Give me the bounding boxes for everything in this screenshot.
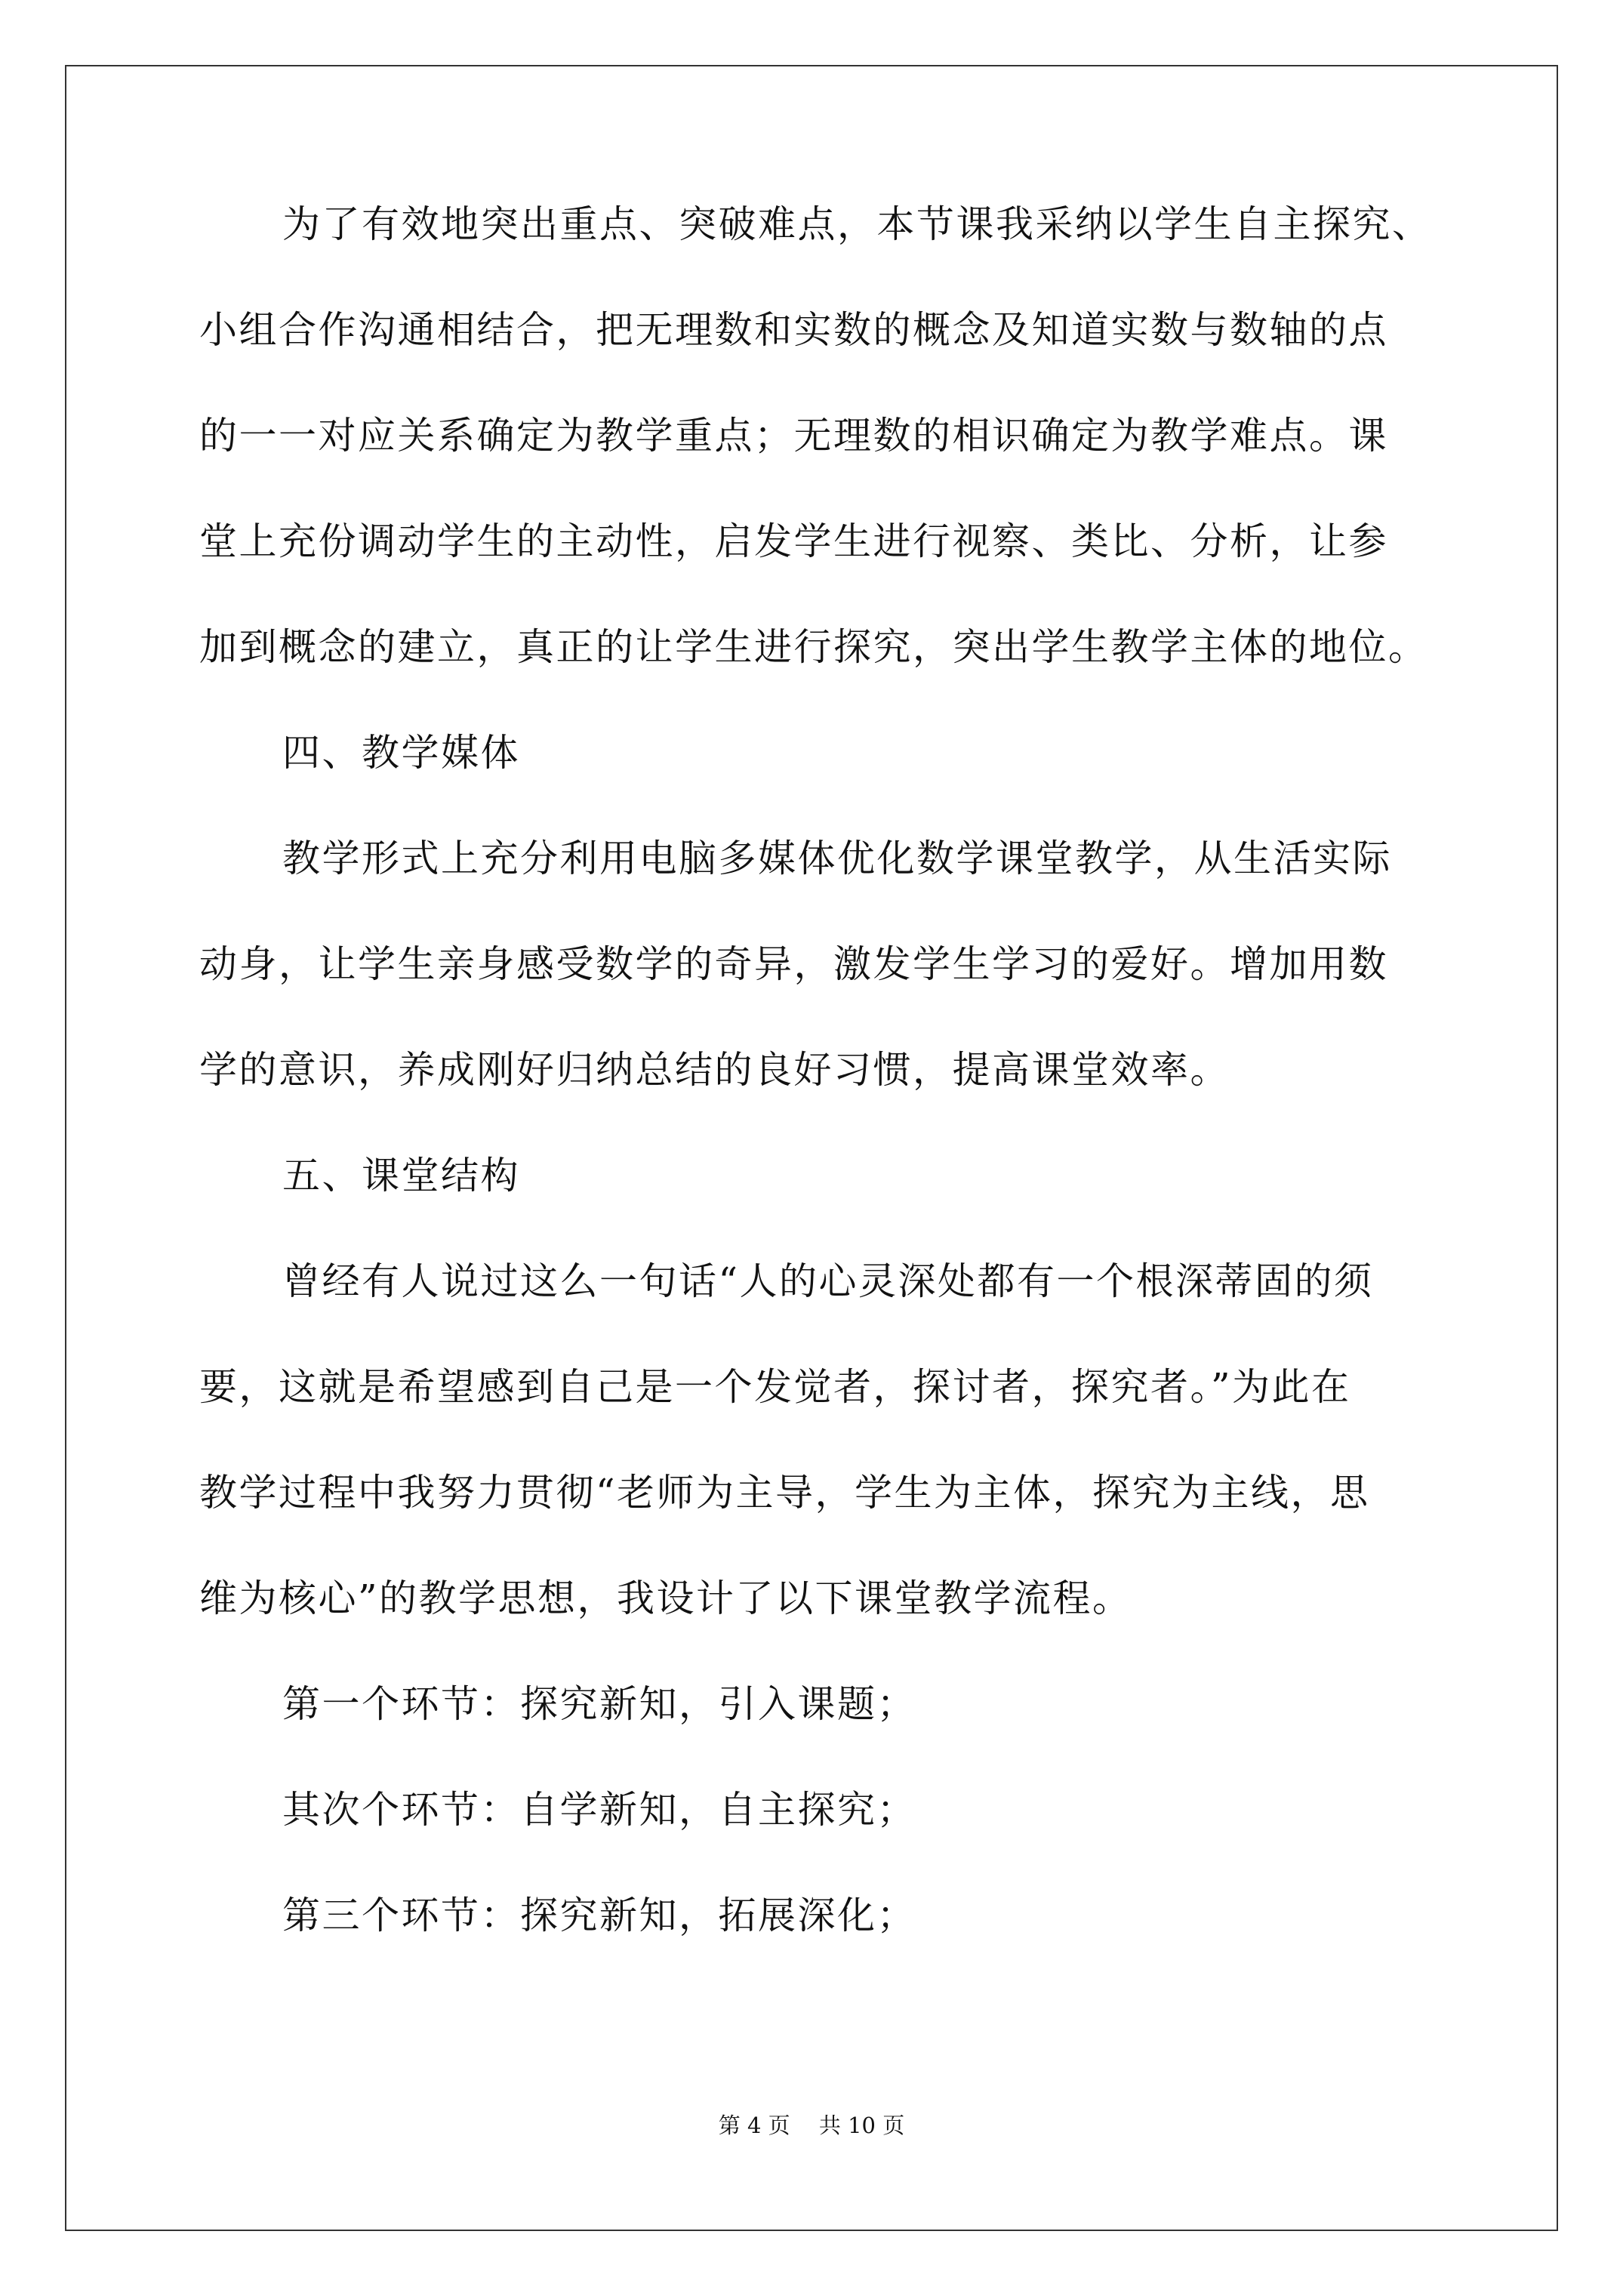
paragraph-line: 小组合作沟通相结合，把无理数和实数的概念及知道实数与数轴的点: [199, 308, 1388, 352]
paragraph-line: 教学形式上充分利用电脑多媒体优化数学课堂教学，从生活实际: [282, 837, 1392, 880]
paragraph-line: 学的意识，养成刚好归纳总结的良好习惯，提高课堂效率。: [199, 1048, 1230, 1092]
list-item: 第一个环节：探究新知，引入课题；: [282, 1682, 916, 1726]
paragraph-line: 为了有效地突出重点、突破难点，本节课我采纳以学生自主探究、: [282, 202, 1432, 246]
paragraph-line: 堂上充份调动学生的主动性，启发学生进行视察、类比、分析，让参: [199, 519, 1388, 563]
list-item: 第三个环节：探究新知，拓展深化；: [282, 1894, 916, 1937]
paragraph-line: 动身，让学生亲身感受数学的奇异，激发学生学习的爱好。增加用数: [199, 942, 1388, 986]
paragraph-line: 维为核心”的教学思想，我设计了以下课堂教学流程。: [199, 1576, 1132, 1620]
paragraph-line: 加到概念的建立，真正的让学生进行探究，突出学生教学主体的地位。: [199, 625, 1428, 669]
document-body: [199, 198, 1437, 1995]
paragraph-line: 的一一对应关系确定为教学重点；无理数的相识确定为教学难点。课: [199, 414, 1388, 458]
paragraph-line: 教学过程中我努力贯彻“老师为主导，学生为主体，探究为主线，思: [199, 1471, 1370, 1515]
list-item: 其次个环节：自学新知，自主探究；: [282, 1788, 916, 1832]
page-number-footer: 第 4 页 共 10 页: [718, 2113, 905, 2138]
section-heading: 四、教学媒体: [282, 731, 520, 775]
paragraph-line: 要，这就是希望感到自己是一个发觉者，探讨者，探究者。”为此在: [199, 1365, 1351, 1409]
paragraph-line: 曾经有人说过这么一句话“人的心灵深处都有一个根深蒂固的须: [282, 1259, 1374, 1303]
section-heading: 五、课堂结构: [282, 1154, 520, 1197]
